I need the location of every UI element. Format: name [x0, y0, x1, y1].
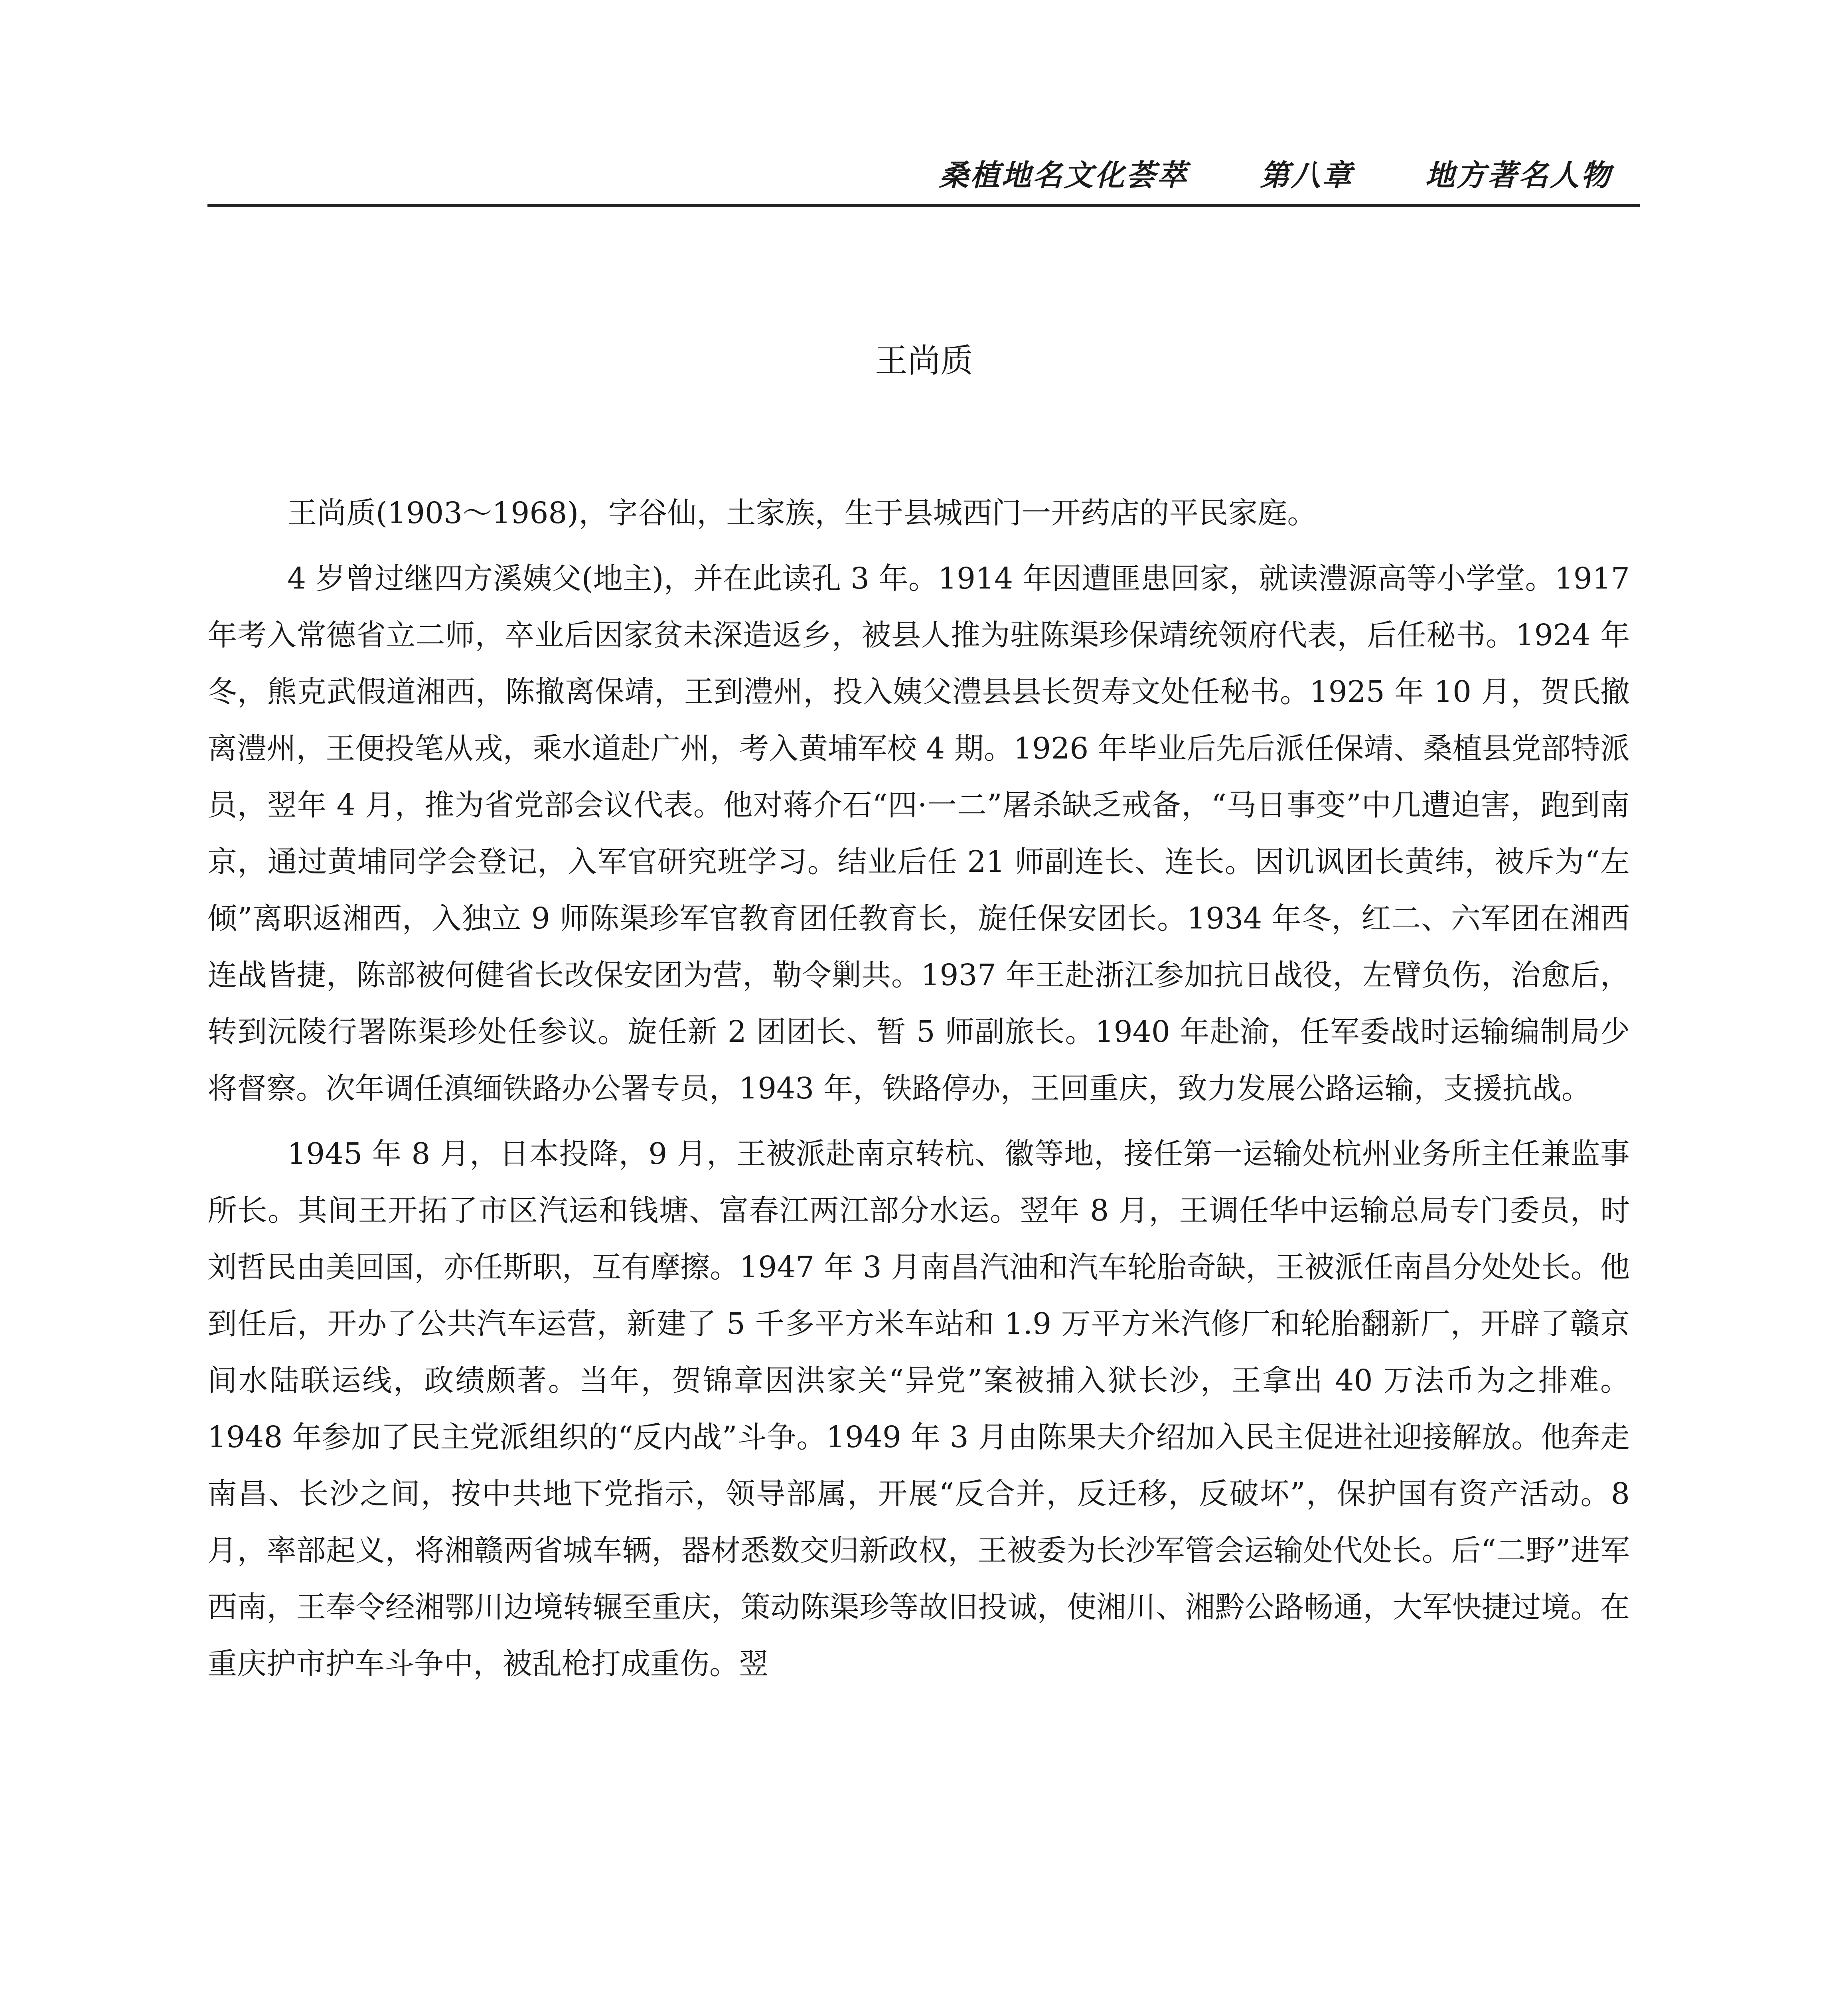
running-header	[207, 148, 1640, 207]
paragraph: 4 岁曾过继四方溪姨父(地主)，并在此读孔 3 年。1914 年因遭匪患回家，就读澧源高等小学堂。1917 年考入常德省立二师，卒业后因家贫未深造返乡，被县人推为驻陈渠珍保靖统领府代表，后任秘书。1924 年冬，熊克武假道湘西，陈撤离保靖，王到澧州，投入姨父澧县县长贺寿文处任秘书。1925 年 10 月，贺氏撤离澧州，王便投笔从戎，乘水道赴广州，考入黄埔军校 4 期。1926 年毕业后先后派任保靖、桑植县党部特派员，翌年 4 月，推为省党部会议代表。他对蒋介石“四·一二”屠杀缺乏戒备，“马日事变”中几遭迫害，跑到南京，通过黄埔同学会登记，入军官研究班学习。结业后任 21 师副连长、连长。因讥讽团长黄纬，被斥为“左倾”离职返湘西，入独立 9 师陈渠珍军官教育团任教育长，旋任保安团长。1934 年冬，红二、六军团在湘西连战皆捷，陈部被何健省长改保安团为营，勒令剿共。1937 年王赴浙江参加抗日战役，左臂负伤，治愈后，转到沅陵行署陈渠珍处任参议。旋任新 2 团团长、暂 5 师副旅长。1940 年赴渝，任军委战时运输编制局少将督察。次年调任滇缅铁路办公署专员，1943 年，铁路停办，王回重庆，致力发展公路运输，支援抗战。	[207, 561, 1630, 1106]
header-text	[939, 156, 1612, 196]
paragraph: 王尚质(1903～1968)，字谷仙，土家族，生于县城西门一开药店的平民家庭。	[287, 496, 1317, 530]
article-body	[207, 485, 1630, 1701]
header-section: 地方著名人物	[1425, 158, 1612, 193]
header-book-title: 桑植地名文化荟萃	[939, 158, 1188, 193]
paragraph: 1945 年 8 月，日本投降，9 月，王被派赴南京转杭、徽等地，接任第一运输处杭州业务所主任兼监事所长。其间王开拓了市区汽运和钱塘、富春江两江部分水运。翌年 8 月，王调任华中运输总局专门委员，时刘哲民由美回国，亦任斯职，互有摩擦。1947 年 3 月南昌汽油和汽车轮胎奇缺，王被派任南昌分处处长。他到任后，开办了公共汽车运营，新建了 5 千多平方米车站和 1.9 万平方米汽修厂和轮胎翻新厂，开辟了赣京间水陆联运线，政绩颇著。当年，贺锦章因洪家关“异党”案被捕入狱长沙，王拿出 40 万法币为之排难。1948 年参加了民主党派组织的“反内战”斗争。1949 年 3 月由陈果夫介绍加入民主促进社迎接解放。他奔走南昌、长沙之间，按中共地下党指示，领导部属，开展“反合并，反迁移，反破坏”，保护国有资产活动。8 月，率部起义，将湘赣两省城车辆，器材悉数交归新政权，王被委为长沙军管会运输处代处长。后“二野”进军西南，王奉令经湘鄂川边境转辗至重庆，策动陈渠珍等故旧投诚，使湘川、湘黔公路畅通，大军快捷过境。在重庆护市护车斗争中，被乱枪打成重伤。翌	[207, 1137, 1630, 1681]
article-title: 王尚质	[875, 342, 973, 380]
header-chapter: 第八章	[1260, 158, 1353, 193]
header-rule	[207, 204, 1640, 207]
